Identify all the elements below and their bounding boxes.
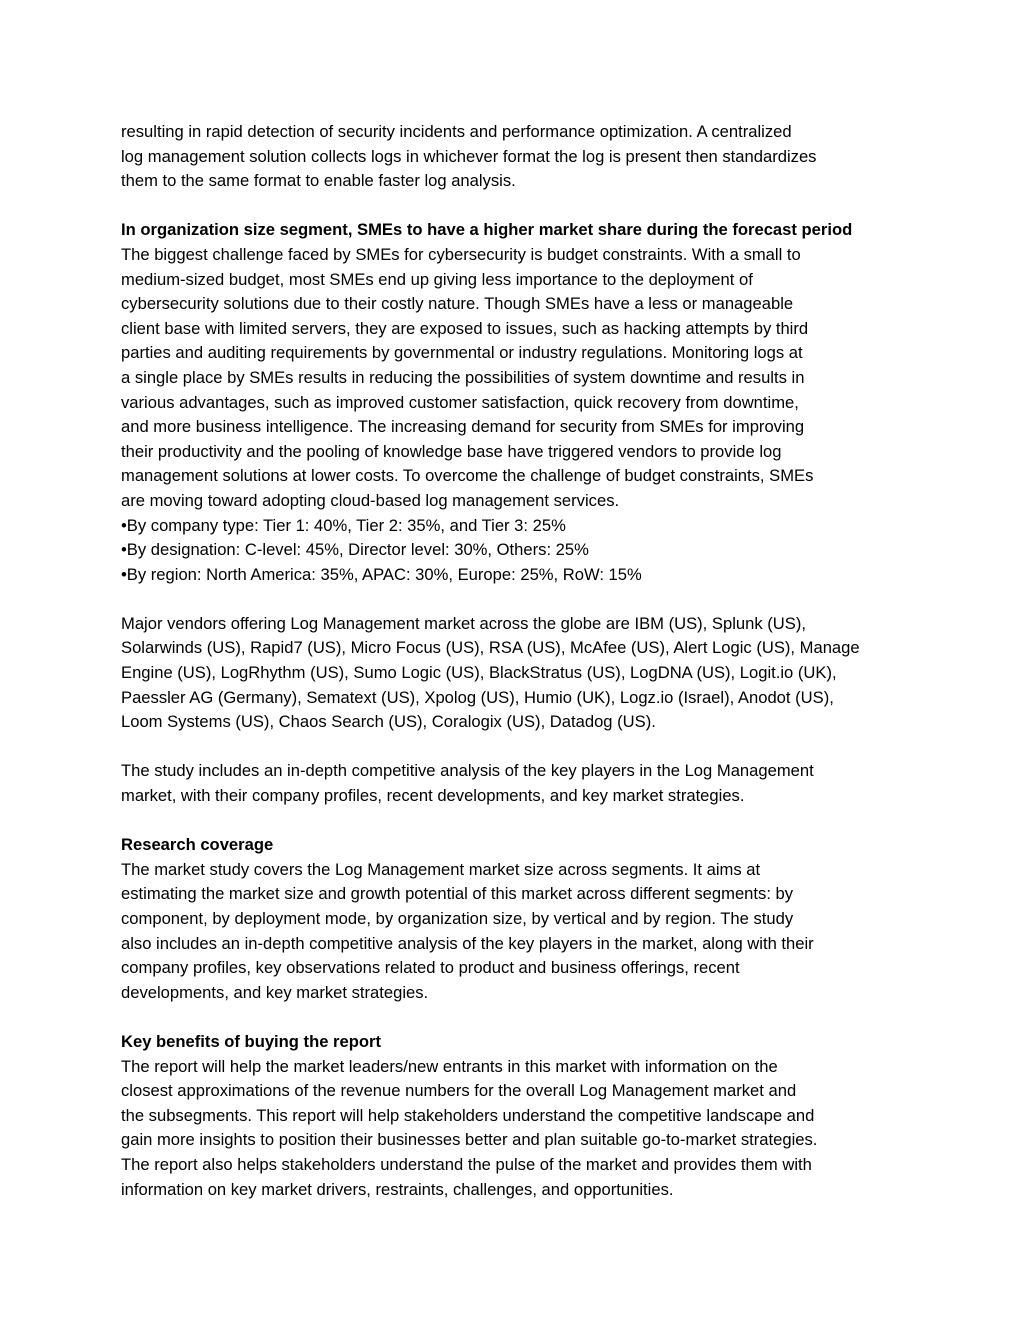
text-line: developments, and key market strategies. xyxy=(121,982,429,1002)
text-line: Major vendors offering Log Management market across the globe are IBM (US), Splunk (US), xyxy=(121,613,806,633)
key-benefits-section xyxy=(121,1030,911,1202)
text-line: component, by deployment mode, by organization size, by vertical and by region. The study xyxy=(121,909,794,928)
text-line: The report will help the market leaders/new entrants in this market with information on the xyxy=(121,1056,778,1076)
text-line: are moving toward adopting cloud-based log management services. xyxy=(121,490,620,510)
text-line: Solarwinds (US), Rapid7 (US), Micro Focus (US), RSA (US), McAfee (US), Alert Logic (US), Manage xyxy=(121,638,860,658)
text-line: parties and auditing requirements by governmental or industry regulations. Monitoring logs at xyxy=(121,343,803,363)
text-line: Paessler AG (Germany), Sematext (US), Xpolog (US), Humio (UK), Logz.io (Israel), Anodot (US), xyxy=(121,687,834,707)
research-coverage-section xyxy=(121,833,911,1005)
text-line: Loom Systems (US), Chaos Search (US), Coralogix (US), Datadog (US). xyxy=(121,712,656,732)
text-line: and more business intelligence. The increasing demand for security from SMEs for improving xyxy=(121,417,805,437)
key-benefits-heading: Key benefits of buying the report xyxy=(121,1031,381,1051)
paragraph-gap xyxy=(121,194,911,219)
sme-section xyxy=(121,218,911,587)
study-paragraph xyxy=(121,759,911,808)
text-line: client base with limited servers, they are exposed to issues, such as hacking attempts by third xyxy=(121,318,809,338)
text-line: company profiles, key observations related to product and business offerings, recent xyxy=(121,958,740,978)
text-line: cybersecurity solutions due to their costly nature. Though SMEs have a less or manageable xyxy=(121,294,794,314)
bullet-item: •By designation: C-level: 45%, Director level: 30%, Others: 25% xyxy=(121,540,589,560)
paragraph-gap xyxy=(121,809,911,834)
text-line: the subsegments. This report will help stakeholders understand the competitive landscape and xyxy=(121,1105,815,1125)
text-line: closest approximations of the revenue numbers for the overall Log Management market and xyxy=(121,1081,797,1101)
text-line: also includes an in-depth competitive analysis of the key players in the market, along with their xyxy=(121,933,814,953)
text-line: them to the same format to enable faster log analysis. xyxy=(121,171,516,191)
bullet-item: •By region: North America: 35%, APAC: 30%, Europe: 25%, RoW: 15% xyxy=(121,564,642,584)
text-line: resulting in rapid detection of security incidents and performance optimization. A centralized xyxy=(121,122,792,141)
text-line: Engine (US), LogRhythm (US), Sumo Logic (US), BlackStratus (US), LogDNA (US), Logit.io (UK), xyxy=(121,663,837,683)
document-page xyxy=(121,120,911,1202)
text-line: medium-sized budget, most SMEs end up giving less importance to the deployment of xyxy=(121,269,753,289)
text-line: The market study covers the Log Management market size across segments. It aims at xyxy=(121,859,761,879)
text-line: their productivity and the pooling of knowledge base have triggered vendors to provide log xyxy=(121,441,782,461)
paragraph-gap xyxy=(121,587,911,612)
text-line: gain more insights to position their businesses better and plan suitable go-to-market strategies. xyxy=(121,1130,818,1150)
sme-section-heading: In organization size segment, SMEs to have a higher market share during the forecast period xyxy=(121,220,853,240)
text-line: The study includes an in-depth competitive analysis of the key players in the Log Management xyxy=(121,761,814,781)
text-line: a single place by SMEs results in reducing the possibilities of system downtime and results in xyxy=(121,367,805,387)
bullet-item: •By company type: Tier 1: 40%, Tier 2: 35%, and Tier 3: 25% xyxy=(121,515,566,535)
vendors-paragraph xyxy=(121,612,911,735)
text-line: estimating the market size and growth potential of this market across different segments: by xyxy=(121,884,794,904)
text-line: The biggest challenge faced by SMEs for cybersecurity is budget constraints. With a small to xyxy=(121,244,801,264)
text-line: market, with their company profiles, recent developments, and key market strategies. xyxy=(121,786,745,806)
paragraph-gap xyxy=(121,1005,911,1030)
paragraph-gap xyxy=(121,735,911,760)
research-coverage-heading: Research coverage xyxy=(121,835,274,855)
text-line: management solutions at lower costs. To overcome the challenge of budget constraints, SMEs xyxy=(121,466,814,486)
text-line: information on key market drivers, restraints, challenges, and opportunities. xyxy=(121,1179,674,1199)
text-line: log management solution collects logs in whichever format the log is present then standardizes xyxy=(121,146,817,166)
text-line: various advantages, such as improved customer satisfaction, quick recovery from downtime, xyxy=(121,392,799,412)
intro-paragraph xyxy=(121,120,911,194)
text-line: The report also helps stakeholders understand the pulse of the market and provides them with xyxy=(121,1154,812,1174)
